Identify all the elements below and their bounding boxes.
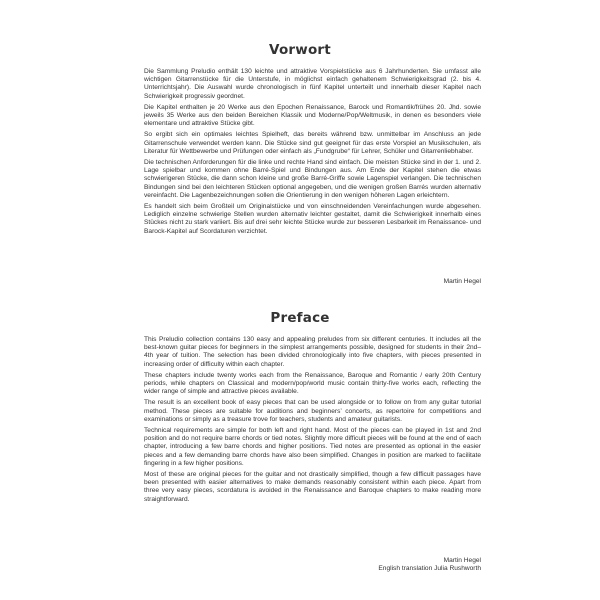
english-paragraph-1: This Preludio collection contains 130 easy and appealing preludes from six different centuries. It includes all the best-known guitar pieces for beginners in the simplest arrangements possible, designed for students in their 2nd–4th year of tuition. The selection has been divided chronologically into five chapters, with pieces presented in increasing order of difficulty within each chapter. — [144, 336, 481, 368]
german-signature: Martin Hegel — [443, 278, 481, 285]
english-paragraph-5: Most of these are original pieces for the guitar and not drastically simplified, though a few difficult passages have been presented with easier alternatives to make demands reasonably consistent within each piece. Apart from three very easy pieces, scordatura is avoided in the Renaissance and Baroque chapters to make reading more straightforward. — [144, 471, 481, 503]
german-paragraph-5: Es handelt sich beim Großteil um Originalstücke und von einschneidenden Vereinfachungen wurde abgesehen. Lediglich einzelne schwierige Stellen wurden alternativ leichter gestaltet, damit die Schwierigkeit innerhalb eines Stückes nicht zu stark variiert. Bis auf drei sehr leichte Stücke wurde zur besseren Lesbarkeit im Renaissance- und Barock-Kapitel auf Scordaturen verzichtet. — [144, 203, 481, 235]
german-paragraph-2: Die Kapitel enthalten je 20 Werke aus den Epochen Renaissance, Barock und Romantik/frühes 20. Jhd. sowie jeweils 35 Werke aus den beiden Bereichen Klassik und Moderne/Pop/Weltmusik, in denen es besonders viele elementare und attraktive Stücke gibt. — [144, 103, 481, 128]
english-signature-block — [144, 557, 481, 574]
english-paragraph-4: Technical requirements are simple for both left and right hand. Most of the pieces can be played in 1st and 2nd position and do not require barre chords or tied notes. Slightly more difficult pieces will be found at the end of each chapter, introducing a few barre chords and higher positions. Tied notes are presented as optional in the easier pieces and a few demanding barre chords have also been simplified. Changes in position are marked to facilitate fingering in a few higher positions. — [144, 427, 481, 467]
english-body — [144, 336, 481, 507]
german-paragraph-3: So ergibt sich ein optimales leichtes Spielheft, das bereits während bzw. unmittelbar im Anschluss an jede Gitarrenschule verwendet werden kann. Die Stücke sind gut geeignet für das erste Vorspiel an Musikschulen, als Literatur für Wettbewerbe und Prüfungen oder einfach als „Fundgrube“ für Lehrer, Schüler und Gitarrenliebhaber. — [144, 131, 481, 155]
english-signature: Martin Hegel — [443, 557, 481, 564]
german-signature-block — [144, 278, 481, 286]
english-heading: Preface — [270, 310, 330, 326]
german-paragraph-4: Die technischen Anforderungen für die linke und rechte Hand sind einfach. Die meisten Stücke sind in der 1. und 2. Lage spielbar und kommen ohne Barré-Spiel und Bindungen aus. Am Ende der Kapitel stehen die etwas schwierigeren Stücke, die dann schon kleine und große Barré-Griffe sowie Lagenspiel verlangen. Die technischen Bindungen sind bei den leichteren Stücken optional angegeben, und die wenigen großen Barrés wurden alternativ vereinfacht. Die Lagenbezeichnungen sollen die Orientierung in den wenigen höheren Lagen erleichtern. — [144, 159, 481, 199]
german-body — [144, 68, 481, 239]
english-paragraph-2: These chapters include twenty works each from the Renaissance, Baroque and Romantic / early 20th Century periods, while chapters on Classical and modern/pop/world music contain thirty-five works each, reflecting the wider range of simple and attractive pieces available. — [144, 371, 481, 396]
translation-credit: English translation Julia Rushworth — [378, 565, 481, 573]
german-paragraph-1: Die Sammlung Preludio enthält 130 leichte und attraktive Vorspielstücke aus 6 Jahrhunderten. Sie umfasst alle wichtigen Gitarrenstücke für die Unterstufe, in möglichst einfach gehaltenem Schwierigkeitsgrad (2. bis 4. Unterrichtsjahr). Die Auswahl wurde chronologisch in fünf Kapitel unterteilt und innerhalb dieser Kapitel nach Schwierigkeit progressiv geordnet. — [144, 68, 481, 100]
german-heading: Vorwort — [269, 42, 331, 58]
english-paragraph-3: The result is an excellent book of easy pieces that can be used alongside or to follow on from any guitar tutorial method. These pieces are suitable for auditions and beginners’ concerts, as repertoire for competitions and examinations or simply as a treasure trove for teachers, students and amateur guitarists. — [144, 399, 481, 423]
